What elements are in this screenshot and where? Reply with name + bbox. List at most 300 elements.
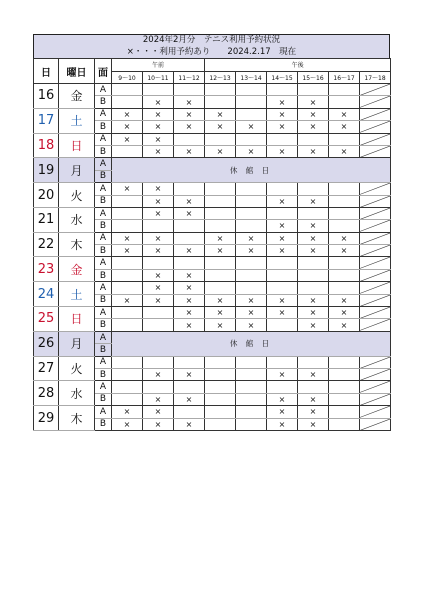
reserved-slot: × — [174, 418, 205, 430]
reservation-legend: ×・・・利用予約あり 2024.2.17 現在 — [126, 46, 297, 57]
court-label: B — [95, 319, 112, 331]
reserved-slot: × — [112, 232, 143, 244]
open-slot — [112, 368, 143, 380]
court-row — [34, 282, 391, 294]
unavailable-slot — [360, 145, 391, 157]
open-slot — [205, 183, 236, 195]
unavailable-slot — [360, 84, 391, 96]
open-slot — [143, 319, 174, 331]
reserved-slot: × — [298, 307, 329, 319]
reserved-slot: × — [236, 294, 267, 306]
open-slot — [329, 269, 360, 281]
weekday-label: 土 — [59, 282, 95, 307]
open-slot — [236, 368, 267, 380]
reserved-slot: × — [205, 145, 236, 157]
reserved-slot: × — [143, 121, 174, 133]
reserved-slot: × — [174, 269, 205, 281]
day-number: 22 — [34, 232, 59, 257]
reservation-sheet — [33, 34, 390, 431]
court-label: A — [95, 108, 112, 120]
weekday-label: 木 — [59, 232, 95, 257]
reserved-slot: × — [329, 245, 360, 257]
open-slot — [298, 356, 329, 368]
court-label: B — [95, 269, 112, 281]
unavailable-slot — [360, 319, 391, 331]
court-column-header: 面 — [95, 59, 112, 84]
open-slot — [329, 207, 360, 219]
open-slot — [205, 84, 236, 96]
open-slot — [329, 183, 360, 195]
open-slot — [329, 418, 360, 430]
open-slot — [174, 232, 205, 244]
court-label: B — [95, 195, 112, 207]
open-slot — [236, 183, 267, 195]
weekday-label: 日 — [59, 307, 95, 332]
reserved-slot: × — [236, 121, 267, 133]
reserved-slot: × — [205, 307, 236, 319]
unavailable-slot — [360, 368, 391, 380]
open-slot — [143, 307, 174, 319]
court-row — [34, 207, 391, 219]
court-row — [34, 232, 391, 244]
open-slot — [205, 96, 236, 108]
open-slot — [329, 406, 360, 418]
reserved-slot: × — [143, 269, 174, 281]
open-slot — [174, 356, 205, 368]
open-slot — [236, 393, 267, 405]
reserved-slot: × — [298, 195, 329, 207]
open-slot — [329, 195, 360, 207]
court-label: A — [95, 133, 112, 145]
reserved-slot: × — [329, 145, 360, 157]
reserved-slot: × — [329, 319, 360, 331]
day-number: 23 — [34, 257, 59, 282]
court-label: B — [95, 418, 112, 430]
court-label: B — [95, 393, 112, 405]
day-number: 29 — [34, 406, 59, 431]
reserved-slot: × — [267, 393, 298, 405]
reserved-slot: × — [236, 245, 267, 257]
court-label: B — [95, 344, 112, 356]
open-slot — [205, 269, 236, 281]
open-slot — [112, 96, 143, 108]
reserved-slot: × — [174, 108, 205, 120]
reserved-slot: × — [236, 319, 267, 331]
court-row — [34, 183, 391, 195]
reserved-slot: × — [205, 108, 236, 120]
court-label: A — [95, 207, 112, 219]
unavailable-slot — [360, 418, 391, 430]
reserved-slot: × — [143, 108, 174, 120]
unavailable-slot — [360, 307, 391, 319]
open-slot — [267, 207, 298, 219]
open-slot — [236, 220, 267, 232]
unavailable-slot — [360, 96, 391, 108]
reserved-slot: × — [174, 145, 205, 157]
reserved-slot: × — [267, 121, 298, 133]
open-slot — [298, 84, 329, 96]
reserved-slot: × — [298, 232, 329, 244]
court-label: B — [95, 170, 112, 182]
am-header: 午前 — [112, 59, 205, 72]
reserved-slot: × — [143, 207, 174, 219]
unavailable-slot — [360, 406, 391, 418]
reserved-slot: × — [174, 121, 205, 133]
reserved-slot: × — [267, 145, 298, 157]
open-slot — [205, 393, 236, 405]
reserved-slot: × — [112, 183, 143, 195]
open-slot — [329, 96, 360, 108]
reserved-slot: × — [112, 245, 143, 257]
open-slot — [298, 269, 329, 281]
day-number: 28 — [34, 381, 59, 406]
open-slot — [236, 195, 267, 207]
weekday-label: 水 — [59, 207, 95, 232]
court-label: A — [95, 257, 112, 269]
open-slot — [236, 84, 267, 96]
open-slot — [205, 195, 236, 207]
open-slot — [112, 282, 143, 294]
open-slot — [205, 381, 236, 393]
day-number: 21 — [34, 207, 59, 232]
open-slot — [236, 418, 267, 430]
open-slot — [298, 133, 329, 145]
open-slot — [236, 381, 267, 393]
reserved-slot: × — [267, 418, 298, 430]
open-slot — [236, 269, 267, 281]
court-row — [34, 133, 391, 145]
reserved-slot: × — [298, 393, 329, 405]
reserved-slot: × — [143, 96, 174, 108]
reserved-slot: × — [112, 108, 143, 120]
court-label: B — [95, 96, 112, 108]
time-slot-header: 10～11 — [143, 71, 174, 84]
day-number: 19 — [34, 158, 59, 183]
open-slot — [174, 406, 205, 418]
reserved-slot: × — [205, 245, 236, 257]
open-slot — [267, 133, 298, 145]
reserved-slot: × — [143, 418, 174, 430]
open-slot — [112, 307, 143, 319]
day-number: 17 — [34, 108, 59, 133]
open-slot — [205, 356, 236, 368]
reserved-slot: × — [112, 121, 143, 133]
open-slot — [205, 207, 236, 219]
reserved-slot: × — [267, 220, 298, 232]
closed-day-label: 休 館 日 — [112, 331, 391, 356]
open-slot — [112, 207, 143, 219]
time-slot-header: 14～15 — [267, 71, 298, 84]
unavailable-slot — [360, 183, 391, 195]
court-row — [34, 331, 391, 343]
open-slot — [112, 84, 143, 96]
open-slot — [329, 257, 360, 269]
reserved-slot: × — [267, 368, 298, 380]
reserved-slot: × — [329, 307, 360, 319]
reserved-slot: × — [112, 133, 143, 145]
open-slot — [267, 282, 298, 294]
open-slot — [112, 257, 143, 269]
reserved-slot: × — [267, 245, 298, 257]
open-slot — [174, 183, 205, 195]
reserved-slot: × — [174, 282, 205, 294]
open-slot — [112, 220, 143, 232]
court-row — [34, 307, 391, 319]
weekday-label: 水 — [59, 381, 95, 406]
reserved-slot: × — [267, 96, 298, 108]
open-slot — [205, 257, 236, 269]
court-label: B — [95, 368, 112, 380]
reserved-slot: × — [298, 145, 329, 157]
reserved-slot: × — [298, 368, 329, 380]
open-slot — [236, 406, 267, 418]
reserved-slot: × — [205, 294, 236, 306]
court-row — [34, 257, 391, 269]
time-slot-header: 11～12 — [174, 71, 205, 84]
reserved-slot: × — [174, 245, 205, 257]
reserved-slot: × — [236, 307, 267, 319]
reserved-slot: × — [143, 393, 174, 405]
weekday-label: 金 — [59, 257, 95, 282]
open-slot — [112, 195, 143, 207]
open-slot — [236, 282, 267, 294]
unavailable-slot — [360, 207, 391, 219]
court-label: A — [95, 183, 112, 195]
open-slot — [236, 257, 267, 269]
reserved-slot: × — [143, 183, 174, 195]
open-slot — [205, 133, 236, 145]
court-label: B — [95, 245, 112, 257]
open-slot — [205, 418, 236, 430]
court-label: A — [95, 331, 112, 343]
day-number: 26 — [34, 331, 59, 356]
reserved-slot: × — [298, 108, 329, 120]
weekday-label: 火 — [59, 183, 95, 208]
time-slot-header: 16～17 — [329, 71, 360, 84]
reserved-slot: × — [143, 232, 174, 244]
court-row — [34, 158, 391, 170]
day-number: 20 — [34, 183, 59, 208]
weekday-label: 金 — [59, 84, 95, 109]
open-slot — [143, 257, 174, 269]
open-slot — [298, 381, 329, 393]
reserved-slot: × — [143, 282, 174, 294]
court-label: A — [95, 406, 112, 418]
court-label: A — [95, 232, 112, 244]
reserved-slot: × — [236, 232, 267, 244]
time-slot-header: 9～10 — [112, 71, 143, 84]
day-number: 25 — [34, 307, 59, 332]
reserved-slot: × — [329, 121, 360, 133]
weekday-column-header: 曜日 — [59, 59, 95, 84]
open-slot — [174, 84, 205, 96]
reserved-slot: × — [267, 294, 298, 306]
open-slot — [143, 356, 174, 368]
unavailable-slot — [360, 195, 391, 207]
reserved-slot: × — [174, 96, 205, 108]
open-slot — [112, 269, 143, 281]
unavailable-slot — [360, 121, 391, 133]
reserved-slot: × — [143, 195, 174, 207]
open-slot — [267, 183, 298, 195]
reserved-slot: × — [174, 294, 205, 306]
open-slot — [112, 381, 143, 393]
reserved-slot: × — [143, 368, 174, 380]
day-number: 24 — [34, 282, 59, 307]
reserved-slot: × — [112, 418, 143, 430]
time-slot-header: 17～18 — [360, 71, 391, 84]
unavailable-slot — [360, 220, 391, 232]
reserved-slot: × — [267, 195, 298, 207]
open-slot — [236, 133, 267, 145]
reserved-slot: × — [205, 319, 236, 331]
open-slot — [267, 381, 298, 393]
court-label: A — [95, 381, 112, 393]
reservation-table — [33, 58, 391, 431]
weekday-label: 月 — [59, 158, 95, 183]
reserved-slot: × — [236, 145, 267, 157]
reserved-slot: × — [329, 232, 360, 244]
court-label: A — [95, 158, 112, 170]
closed-day-label: 休 館 日 — [112, 158, 391, 183]
court-label: A — [95, 356, 112, 368]
reserved-slot: × — [329, 108, 360, 120]
weekday-label: 火 — [59, 356, 95, 381]
open-slot — [236, 356, 267, 368]
unavailable-slot — [360, 393, 391, 405]
court-row — [34, 381, 391, 393]
reserved-slot: × — [329, 294, 360, 306]
reserved-slot: × — [112, 294, 143, 306]
unavailable-slot — [360, 108, 391, 120]
weekday-label: 土 — [59, 108, 95, 133]
open-slot — [298, 183, 329, 195]
open-slot — [267, 257, 298, 269]
open-slot — [329, 84, 360, 96]
open-slot — [112, 145, 143, 157]
open-slot — [298, 282, 329, 294]
court-label: B — [95, 220, 112, 232]
reserved-slot: × — [267, 232, 298, 244]
open-slot — [329, 393, 360, 405]
unavailable-slot — [360, 381, 391, 393]
reserved-slot: × — [143, 245, 174, 257]
reserved-slot: × — [174, 195, 205, 207]
time-slot-header: 15～16 — [298, 71, 329, 84]
reserved-slot: × — [267, 406, 298, 418]
open-slot — [329, 381, 360, 393]
reserved-slot: × — [298, 121, 329, 133]
reserved-slot: × — [143, 294, 174, 306]
open-slot — [174, 133, 205, 145]
court-label: B — [95, 121, 112, 133]
reserved-slot: × — [174, 368, 205, 380]
open-slot — [236, 96, 267, 108]
open-slot — [329, 220, 360, 232]
reserved-slot: × — [112, 406, 143, 418]
open-slot — [174, 257, 205, 269]
court-label: A — [95, 307, 112, 319]
court-row — [34, 406, 391, 418]
day-column-header: 日 — [34, 59, 59, 84]
weekday-label: 日 — [59, 133, 95, 158]
reserved-slot: × — [205, 121, 236, 133]
reserved-slot: × — [267, 108, 298, 120]
unavailable-slot — [360, 133, 391, 145]
open-slot — [143, 220, 174, 232]
open-slot — [298, 257, 329, 269]
open-slot — [112, 393, 143, 405]
open-slot — [267, 84, 298, 96]
weekday-label: 月 — [59, 331, 95, 356]
open-slot — [267, 356, 298, 368]
unavailable-slot — [360, 294, 391, 306]
reserved-slot: × — [205, 232, 236, 244]
open-slot — [205, 282, 236, 294]
reserved-slot: × — [298, 294, 329, 306]
open-slot — [174, 220, 205, 232]
open-slot — [174, 381, 205, 393]
reserved-slot: × — [298, 96, 329, 108]
open-slot — [143, 84, 174, 96]
unavailable-slot — [360, 282, 391, 294]
court-row — [34, 356, 391, 368]
pm-header: 午後 — [205, 59, 391, 72]
day-number: 16 — [34, 84, 59, 109]
time-slot-header: 13～14 — [236, 71, 267, 84]
unavailable-slot — [360, 269, 391, 281]
open-slot — [329, 282, 360, 294]
open-slot — [112, 319, 143, 331]
day-number: 18 — [34, 133, 59, 158]
reserved-slot: × — [174, 207, 205, 219]
unavailable-slot — [360, 257, 391, 269]
open-slot — [329, 356, 360, 368]
time-slot-header: 12～13 — [205, 71, 236, 84]
reserved-slot: × — [267, 307, 298, 319]
open-slot — [112, 356, 143, 368]
unavailable-slot — [360, 356, 391, 368]
reserved-slot: × — [298, 245, 329, 257]
open-slot — [267, 319, 298, 331]
open-slot — [267, 269, 298, 281]
sheet-title: 2024年2月分 テニス利用予約状況 — [142, 35, 281, 45]
open-slot — [205, 406, 236, 418]
court-label: B — [95, 145, 112, 157]
reserved-slot: × — [298, 418, 329, 430]
unavailable-slot — [360, 232, 391, 244]
open-slot — [298, 207, 329, 219]
reserved-slot: × — [174, 393, 205, 405]
open-slot — [143, 381, 174, 393]
court-row — [34, 84, 391, 96]
unavailable-slot — [360, 245, 391, 257]
reserved-slot: × — [298, 319, 329, 331]
open-slot — [205, 220, 236, 232]
weekday-label: 木 — [59, 406, 95, 431]
reserved-slot: × — [143, 406, 174, 418]
reserved-slot: × — [174, 307, 205, 319]
open-slot — [236, 207, 267, 219]
reserved-slot: × — [174, 319, 205, 331]
court-row — [34, 108, 391, 120]
open-slot — [205, 368, 236, 380]
reserved-slot: × — [298, 406, 329, 418]
reserved-slot: × — [298, 220, 329, 232]
court-label: A — [95, 84, 112, 96]
open-slot — [236, 108, 267, 120]
day-number: 27 — [34, 356, 59, 381]
